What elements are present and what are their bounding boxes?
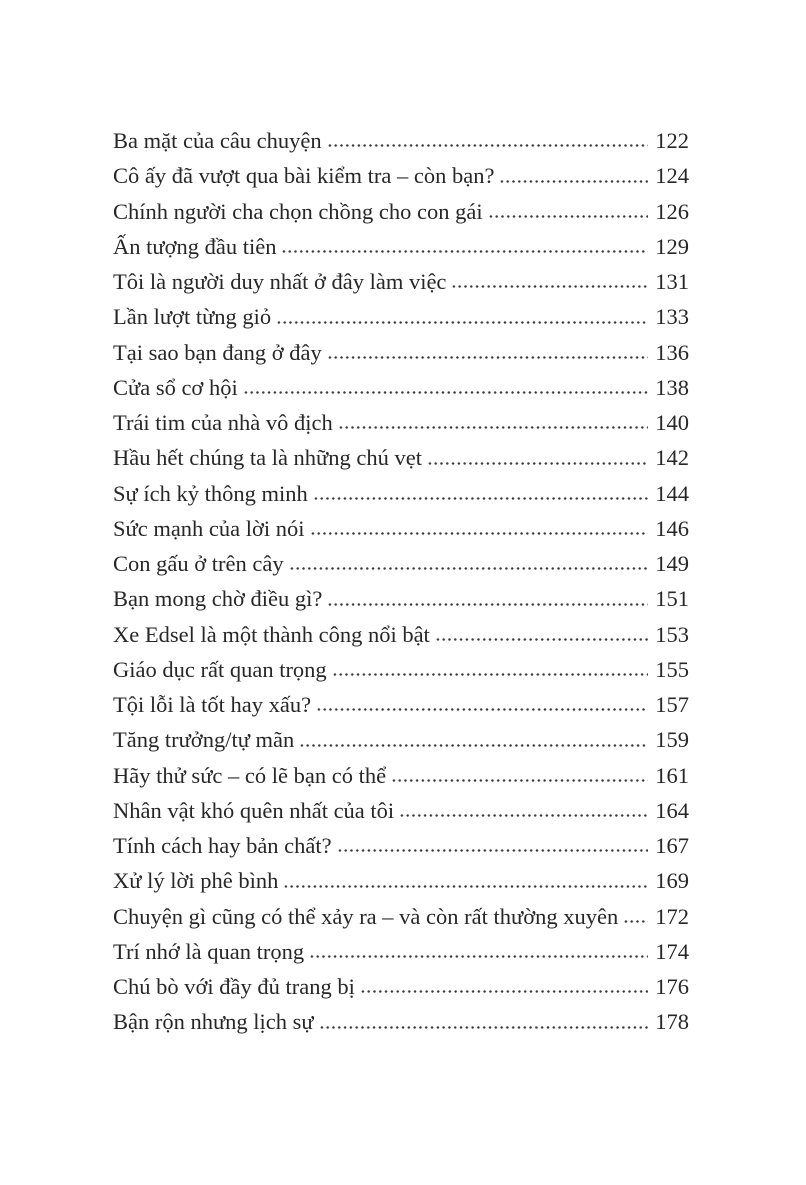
- toc-entry-page: 164: [655, 797, 689, 823]
- toc-entry-page: 169: [655, 868, 689, 894]
- toc-list: [113, 123, 689, 1040]
- toc-entry-title: Nhân vật khó quên nhất của tôi: [113, 797, 395, 823]
- dot-leader: [289, 565, 649, 572]
- toc-entry-title: Bận rộn nhưng lịch sự: [113, 1009, 314, 1035]
- toc-entry-page: 122: [655, 128, 689, 153]
- dot-leader: [310, 530, 649, 537]
- toc-entry: [113, 969, 689, 1004]
- toc-entry-page: 140: [655, 410, 689, 435]
- dot-leader: [435, 636, 648, 643]
- dot-leader: [499, 178, 648, 185]
- toc-entry: [113, 405, 689, 440]
- toc-entry: [113, 617, 689, 652]
- toc-entry-title: Chính người cha chọn chồng cho con gái: [113, 198, 483, 224]
- dot-leader: [276, 319, 648, 326]
- toc-entry-page: 138: [655, 374, 689, 400]
- dot-leader: [332, 671, 649, 678]
- dot-leader: [399, 812, 648, 819]
- toc-entry-title: Tính cách hay bản chất?: [113, 833, 332, 858]
- dot-leader: [327, 354, 649, 361]
- toc-entry-page: 167: [655, 833, 689, 858]
- dot-leader: [316, 706, 648, 713]
- toc-entry-page: 144: [655, 480, 689, 506]
- toc-entry-title: Tội lỗi là tốt hay xấu?: [113, 692, 312, 717]
- toc-entry: [113, 758, 689, 793]
- toc-entry: [113, 264, 689, 299]
- toc-entry-page: 157: [655, 692, 689, 717]
- toc-entry: [113, 581, 689, 616]
- toc-entry: [113, 863, 689, 898]
- toc-entry-title: Hãy thử sức – có lẽ bạn có thể: [113, 762, 387, 788]
- toc-entry-title: Xe Edsel là một thành công nổi bật: [113, 621, 430, 647]
- dot-leader: [338, 424, 648, 431]
- dot-leader: [391, 777, 648, 784]
- dot-leader: [337, 847, 649, 854]
- dot-leader: [281, 248, 648, 255]
- toc-entry: [113, 299, 689, 334]
- toc-entry-title: Ba mặt của câu chuyện: [113, 128, 322, 153]
- toc-entry-title: Bạn mong chờ điều gì?: [113, 586, 323, 612]
- toc-entry-title: Sự ích kỷ thông minh: [113, 480, 308, 506]
- toc-entry: [113, 934, 689, 969]
- toc-entry-page: 142: [655, 445, 689, 471]
- dot-leader: [299, 742, 648, 749]
- toc-entry: [113, 546, 689, 581]
- dot-leader: [488, 213, 649, 220]
- dot-leader: [451, 283, 648, 290]
- toc-entry-page: 161: [655, 762, 689, 788]
- toc-entry-title: Sức mạnh của lời nói: [113, 515, 305, 541]
- toc-entry: [113, 511, 689, 546]
- toc-entry-page: 172: [655, 903, 689, 929]
- toc-entry-title: Cô ấy đã vượt qua bài kiểm tra – còn bạn?: [113, 163, 495, 189]
- dot-leader: [427, 460, 648, 467]
- dot-leader: [360, 988, 648, 995]
- toc-entry: [113, 722, 689, 757]
- dot-leader: [283, 883, 648, 890]
- toc-entry-page: 129: [655, 233, 689, 259]
- toc-entry-page: 159: [655, 727, 689, 753]
- toc-entry-title: Tại sao bạn đang ở đây: [113, 339, 322, 365]
- toc-entry-page: 153: [655, 621, 689, 647]
- dot-leader: [313, 495, 649, 502]
- toc-entry-title: Cửa sổ cơ hội: [113, 374, 238, 400]
- dot-leader: [319, 1024, 649, 1031]
- dot-leader: [623, 918, 648, 925]
- toc-entry-page: 131: [655, 269, 689, 294]
- toc-entry-page: 174: [655, 938, 689, 964]
- toc-entry-title: Lần lượt từng giỏ: [113, 304, 272, 330]
- toc-entry-title: Tăng trưởng/tự mãn: [113, 727, 295, 753]
- toc-entry: [113, 229, 689, 264]
- dot-leader: [243, 389, 649, 396]
- toc-entry: [113, 194, 689, 229]
- toc-entry-title: Trái tim của nhà vô địch: [113, 410, 333, 435]
- toc-entry-title: Con gấu ở trên cây: [113, 551, 284, 576]
- toc-entry-page: 176: [655, 974, 689, 999]
- toc-entry-title: Xử lý lời phê bình: [113, 868, 279, 894]
- toc-entry: [113, 440, 689, 475]
- toc-entry-title: Tôi là người duy nhất ở đây làm việc: [113, 269, 447, 294]
- toc-entry-title: Chuyện gì cũng có thể xảy ra – và còn rất thường xuyên: [113, 903, 619, 929]
- toc-entry-page: 178: [655, 1009, 689, 1035]
- toc-entry-title: Ấn tượng đầu tiên: [113, 233, 277, 259]
- dot-leader: [327, 142, 649, 149]
- toc-entry: [113, 370, 689, 405]
- toc-entry-title: Giáo dục rất quan trọng: [113, 656, 327, 682]
- dot-leader: [327, 601, 648, 608]
- toc-entry: [113, 335, 689, 370]
- toc-entry: [113, 476, 689, 511]
- toc-entry-title: Trí nhớ là quan trọng: [113, 938, 305, 964]
- toc-entry-page: 146: [655, 515, 689, 541]
- toc-entry: [113, 158, 689, 193]
- toc-entry-page: 151: [655, 586, 689, 612]
- toc-entry: [113, 828, 689, 863]
- toc-entry-title: Chú bò với đầy đủ trang bị: [113, 974, 355, 999]
- toc-entry: [113, 687, 689, 722]
- dot-leader: [309, 953, 648, 960]
- toc-entry-title: Hầu hết chúng ta là những chú vẹt: [113, 445, 422, 471]
- toc-entry-page: 124: [655, 163, 689, 189]
- toc-entry-page: 133: [655, 304, 689, 330]
- toc-entry: [113, 899, 689, 934]
- toc-entry-page: 155: [655, 656, 689, 682]
- toc-entry: [113, 1004, 689, 1039]
- toc-entry: [113, 793, 689, 828]
- toc-entry-page: 136: [655, 339, 689, 365]
- toc-entry-page: 126: [655, 198, 689, 224]
- toc-entry: [113, 123, 689, 158]
- toc-entry-page: 149: [655, 551, 689, 576]
- toc-entry: [113, 652, 689, 687]
